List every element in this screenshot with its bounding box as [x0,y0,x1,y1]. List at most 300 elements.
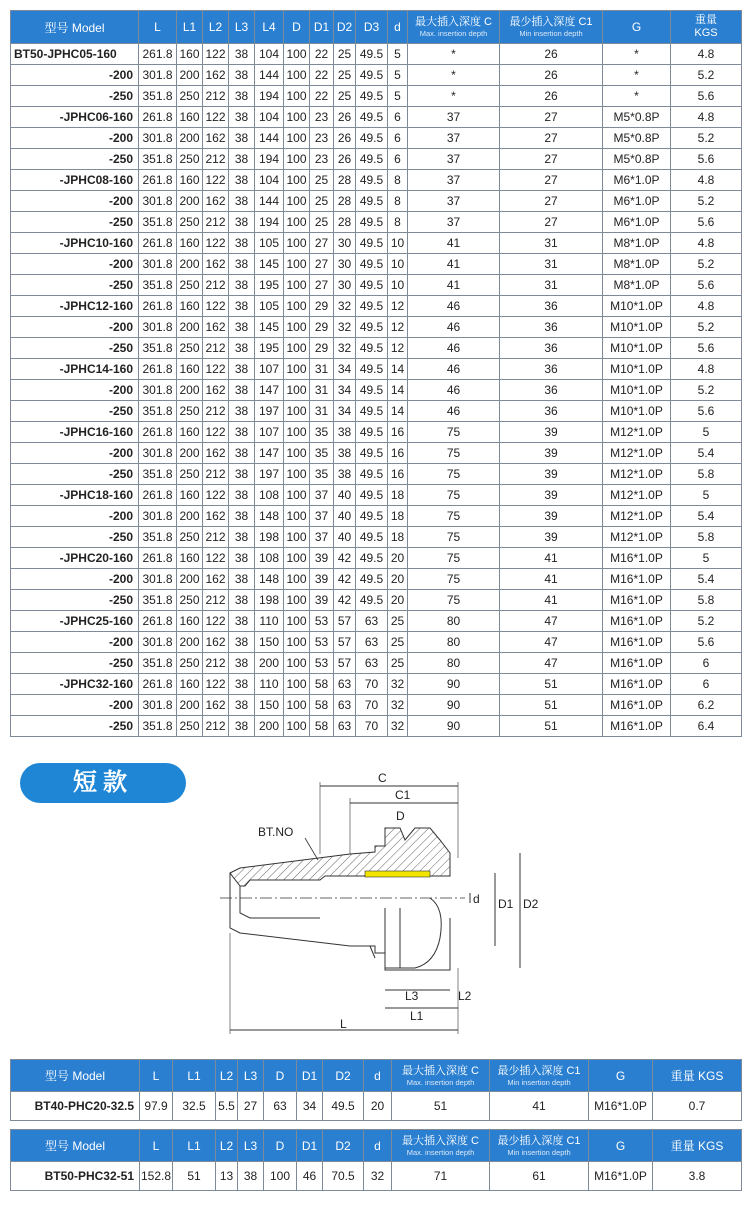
table-cell: 200 [177,191,203,212]
table-cell: 122 [203,422,229,443]
table-cell: 90 [408,695,500,716]
table-cell: 37 [310,527,334,548]
table-cell: 261.8 [139,674,177,695]
model-cell: -JPHC10-160 [11,233,139,254]
header-l2: L2 [203,11,229,44]
table-cell: 49.5 [356,317,388,338]
header-l1: L1 [177,11,203,44]
table-cell: 53 [310,611,334,632]
table-cell: 250 [177,590,203,611]
table-row [11,338,742,359]
s2-cell: 61 [490,1162,589,1191]
table-cell: 100 [284,674,310,695]
table-cell: 145 [255,254,284,275]
table-cell: 261.8 [139,359,177,380]
table-cell: 351.8 [139,149,177,170]
header-d2: D2 [334,11,356,44]
table-row [11,86,742,107]
table-row [11,506,742,527]
table-cell: 38 [229,527,255,548]
table-cell: 31 [310,380,334,401]
table-cell: M16*1.0P [603,590,671,611]
table-cell: 160 [177,359,203,380]
s1-cell: 97.9 [140,1092,173,1121]
table-cell: 22 [310,86,334,107]
s1-cell: 5.5 [216,1092,238,1121]
table-cell: 38 [229,107,255,128]
table-cell: 75 [408,485,500,506]
table-cell: 63 [356,611,388,632]
table-cell: 39 [310,590,334,611]
table-cell: 25 [310,191,334,212]
table-cell: M5*0.8P [603,149,671,170]
table-cell: 212 [203,86,229,107]
table-cell: 38 [229,275,255,296]
table-cell: 100 [284,443,310,464]
table-cell: 10 [388,254,408,275]
table-cell: 12 [388,296,408,317]
table-cell: 4.8 [671,107,742,128]
label-c1: C1 [395,788,411,802]
s2-cell: 152.8 [140,1162,173,1191]
table-row [11,590,742,611]
table-cell: M10*1.0P [603,359,671,380]
table-cell: M10*1.0P [603,296,671,317]
s2-cell-model: BT50-PHC32-51 [11,1162,140,1191]
header-weight-en: KGS [694,27,718,39]
table-cell: 200 [255,653,284,674]
table-cell: 37 [310,485,334,506]
model-cell: -250 [11,149,139,170]
table-row [11,653,742,674]
table-cell: 49.5 [356,485,388,506]
table-cell: 100 [284,317,310,338]
table-cell: 42 [334,548,356,569]
table-cell: 26 [334,149,356,170]
header-g: G [603,11,671,44]
table-cell: 301.8 [139,317,177,338]
table-cell: 70 [356,674,388,695]
table-cell: 49.5 [356,527,388,548]
table-cell: 160 [177,296,203,317]
model-cell: -JPHC25-160 [11,611,139,632]
table-cell: 49.5 [356,65,388,86]
header-max-depth-en: Max. insertion depth [419,29,488,38]
label-d2: D2 [523,897,539,911]
table-cell: 39 [310,569,334,590]
table-cell: 250 [177,464,203,485]
table-cell: 63 [356,653,388,674]
table-cell: 107 [255,422,284,443]
table-cell: 301.8 [139,191,177,212]
table-cell: 100 [284,212,310,233]
table-cell: 36 [500,401,603,422]
table-cell: 46 [408,359,500,380]
table-cell: 212 [203,716,229,737]
table-cell: 250 [177,338,203,359]
table-cell: M12*1.0P [603,527,671,548]
table-cell: 212 [203,464,229,485]
table-cell: 145 [255,317,284,338]
table-cell: 40 [334,527,356,548]
table-row [11,569,742,590]
s1-cell: 41 [490,1092,589,1121]
table-cell: 301.8 [139,254,177,275]
table-cell: 200 [177,317,203,338]
header-d3: D3 [356,11,388,44]
table-cell: 8 [388,170,408,191]
table-cell: 37 [408,170,500,191]
table-cell: 100 [284,548,310,569]
table-cell: 351.8 [139,275,177,296]
table-cell: 200 [255,716,284,737]
header-d1: D1 [310,11,334,44]
s2-header-l3: L3 [238,1130,264,1162]
table-cell: 108 [255,548,284,569]
table-cell: 36 [500,296,603,317]
table-cell: 38 [229,464,255,485]
table-cell: 100 [284,254,310,275]
table-cell: M16*1.0P [603,548,671,569]
table-cell: 301.8 [139,632,177,653]
table-cell: 41 [408,233,500,254]
table-cell: 250 [177,527,203,548]
table-cell: 32 [334,338,356,359]
table-cell: 351.8 [139,716,177,737]
s2-header-max-depth-zh: 最大插入深度 C [402,1134,479,1147]
table-cell: 162 [203,443,229,464]
table-cell: 104 [255,44,284,65]
s1-cell: 20 [364,1092,392,1121]
s2-header-max-depth [392,1130,490,1162]
table-cell: 160 [177,674,203,695]
model-cell: -200 [11,128,139,149]
nut-front [385,898,441,968]
table-cell: 195 [255,338,284,359]
model-cell: -250 [11,527,139,548]
short-spec-table-1 [10,1059,742,1121]
table-cell: 250 [177,716,203,737]
s1-header-model: 型号 Model [11,1060,140,1092]
s2-cell: 38 [238,1162,264,1191]
model-cell: -JPHC06-160 [11,107,139,128]
table-cell: 194 [255,212,284,233]
table-cell: 38 [229,86,255,107]
table-cell: 6 [671,653,742,674]
table-cell: 63 [334,674,356,695]
table-cell: 49.5 [356,569,388,590]
table-cell: 37 [408,128,500,149]
table-cell: 351.8 [139,590,177,611]
table-cell: M10*1.0P [603,380,671,401]
table-cell: 250 [177,212,203,233]
header-l4: L4 [255,11,284,44]
table-cell: 26 [334,128,356,149]
model-cell: -200 [11,191,139,212]
table-cell: 49.5 [356,86,388,107]
table-cell: M12*1.0P [603,443,671,464]
table-cell: 108 [255,485,284,506]
short-table-1-header-row [11,1060,742,1092]
table-cell: 261.8 [139,296,177,317]
table-cell: 100 [284,338,310,359]
table-cell: 41 [500,548,603,569]
header-d: D [284,11,310,44]
table-cell: 31 [310,359,334,380]
header-weight-zh: 重量 [695,14,717,26]
table-cell: 107 [255,359,284,380]
s2-cell: 100 [264,1162,297,1191]
table-cell: 212 [203,401,229,422]
model-cell: -JPHC20-160 [11,548,139,569]
table-cell: 49.5 [356,170,388,191]
table-cell: 198 [255,527,284,548]
table-row [11,191,742,212]
table-cell: M6*1.0P [603,170,671,191]
table-row [11,275,742,296]
table-cell: 100 [284,359,310,380]
table-cell: 57 [334,653,356,674]
s2-header-min-depth-zh: 最少插入深度 C1 [497,1134,581,1147]
table-cell: 351.8 [139,86,177,107]
table-cell: 38 [229,233,255,254]
table-cell: 47 [500,632,603,653]
model-cell: -200 [11,380,139,401]
table-cell: 351.8 [139,653,177,674]
table-cell: 6 [388,107,408,128]
table-cell: 38 [229,485,255,506]
table-cell: 162 [203,632,229,653]
table-cell: 38 [229,506,255,527]
label-l1: L1 [410,1009,424,1023]
header-min-depth-en: Min insertion depth [519,29,583,38]
table-cell: 38 [229,65,255,86]
table-cell: 28 [334,191,356,212]
table-cell: M5*0.8P [603,128,671,149]
table-cell: 75 [408,548,500,569]
table-cell: 36 [500,380,603,401]
table-cell: 4.8 [671,233,742,254]
short-spec-table-2 [10,1129,742,1191]
table-cell: 34 [334,359,356,380]
table-cell: * [603,86,671,107]
table-cell: 100 [284,296,310,317]
table-cell: 6 [671,674,742,695]
table-cell: 194 [255,149,284,170]
table-row [11,296,742,317]
table-cell: 26 [500,86,603,107]
table-cell: 162 [203,380,229,401]
table-cell: 5.6 [671,632,742,653]
table-cell: 49.5 [356,275,388,296]
s1-header-g: G [589,1060,653,1092]
table-cell: 122 [203,44,229,65]
s1-cell: 49.5 [323,1092,364,1121]
s1-header-max-depth-zh: 最大插入深度 C [402,1064,479,1077]
table-cell: 37 [310,506,334,527]
s1-header-min-depth-zh: 最少插入深度 C1 [497,1064,581,1077]
table-cell: 37 [408,149,500,170]
s2-cell: 70.5 [323,1162,364,1191]
table-row [11,44,742,65]
table-cell: 49.5 [356,212,388,233]
table-cell: 200 [177,128,203,149]
table-cell: 25 [310,212,334,233]
table-cell: 212 [203,275,229,296]
table-cell: 104 [255,170,284,191]
table-cell: 351.8 [139,464,177,485]
table-cell: 16 [388,443,408,464]
table-cell: M5*0.8P [603,107,671,128]
table-cell: 36 [500,317,603,338]
table-cell: 212 [203,653,229,674]
table-cell: 38 [334,443,356,464]
table-cell: 35 [310,443,334,464]
s2-header-d2: D2 [323,1130,364,1162]
table-cell: 160 [177,170,203,191]
table-cell: 261.8 [139,611,177,632]
table-cell: 25 [388,611,408,632]
table-cell: 6 [388,149,408,170]
table-cell: * [408,86,500,107]
table-cell: 197 [255,464,284,485]
table-cell: 18 [388,485,408,506]
table-cell: 49.5 [356,107,388,128]
table-cell: 5.8 [671,464,742,485]
table-cell: 160 [177,107,203,128]
tool-holder-diagram [200,768,550,1048]
s1-header-l1: L1 [173,1060,216,1092]
table-cell: 100 [284,569,310,590]
table-cell: 14 [388,359,408,380]
s1-header-l2: L2 [216,1060,238,1092]
table-cell: 250 [177,653,203,674]
table-cell: 23 [310,107,334,128]
table-cell: 100 [284,275,310,296]
model-cell: -200 [11,632,139,653]
label-l: L [340,1017,347,1031]
table-cell: 160 [177,233,203,254]
table-row [11,674,742,695]
table-cell: 49.5 [356,380,388,401]
model-cell: -250 [11,653,139,674]
table-cell: 148 [255,569,284,590]
table-row [11,317,742,338]
table-cell: 5.6 [671,212,742,233]
table-row [11,422,742,443]
table-cell: 5.2 [671,611,742,632]
header-max-depth-zh: 最大插入深度 C [415,16,492,28]
table-cell: 4.8 [671,296,742,317]
table-cell: 38 [229,44,255,65]
table-cell: 100 [284,527,310,548]
table-cell: 100 [284,233,310,254]
table-cell: 100 [284,695,310,716]
table-cell: 5.2 [671,191,742,212]
table-row [11,443,742,464]
table-cell: 39 [500,422,603,443]
table-cell: M6*1.0P [603,191,671,212]
table-cell: 212 [203,338,229,359]
table-cell: 122 [203,107,229,128]
table-cell: 30 [334,233,356,254]
table-cell: 100 [284,716,310,737]
table-cell: 16 [388,464,408,485]
table-cell: 5.4 [671,506,742,527]
table-cell: 31 [500,254,603,275]
table-row [11,548,742,569]
table-cell: 70 [356,716,388,737]
table-cell: 122 [203,548,229,569]
table-cell: 162 [203,128,229,149]
label-small-d: d [473,892,480,906]
table-cell: 200 [177,569,203,590]
table-cell: 5 [671,548,742,569]
s2-header-g: G [589,1130,653,1162]
s2-header-min-depth-en: Min insertion depth [507,1147,571,1157]
table-cell: 100 [284,86,310,107]
table-cell: 162 [203,317,229,338]
short-table-2-header-row [11,1130,742,1162]
table-cell: 38 [229,569,255,590]
table-cell: * [408,65,500,86]
table-cell: 162 [203,695,229,716]
table-row [11,107,742,128]
s2-header-l: L [140,1130,173,1162]
table-cell: 195 [255,275,284,296]
table-cell: 30 [334,275,356,296]
table-cell: 5.6 [671,338,742,359]
s2-cell: M16*1.0P [589,1162,653,1191]
table-cell: 4.8 [671,359,742,380]
table-cell: 46 [408,380,500,401]
table-cell: 38 [229,653,255,674]
table-cell: M12*1.0P [603,506,671,527]
table-cell: M10*1.0P [603,338,671,359]
table-cell: 49.5 [356,464,388,485]
table-cell: 8 [388,212,408,233]
table-cell: 27 [500,191,603,212]
table-cell: 100 [284,506,310,527]
table-cell: 32 [334,317,356,338]
model-cell: -250 [11,86,139,107]
s1-header-min-depth [490,1060,589,1092]
table-cell: 35 [310,422,334,443]
table-cell: 75 [408,443,500,464]
table-cell: M12*1.0P [603,422,671,443]
model-cell: -250 [11,338,139,359]
model-cell: -JPHC32-160 [11,674,139,695]
table-cell: 18 [388,527,408,548]
table-cell: 49.5 [356,191,388,212]
table-cell: 160 [177,422,203,443]
table-cell: 31 [310,401,334,422]
main-table-body [11,44,742,737]
table-cell: 301.8 [139,695,177,716]
table-cell: 100 [284,590,310,611]
table-cell: 110 [255,611,284,632]
table-cell: 38 [229,695,255,716]
table-cell: 39 [500,527,603,548]
table-cell: 35 [310,464,334,485]
table-cell: 58 [310,674,334,695]
table-cell: 22 [310,44,334,65]
table-cell: 12 [388,338,408,359]
table-cell: 5.6 [671,86,742,107]
table-cell: 38 [229,296,255,317]
table-row [11,359,742,380]
table-cell: 261.8 [139,107,177,128]
